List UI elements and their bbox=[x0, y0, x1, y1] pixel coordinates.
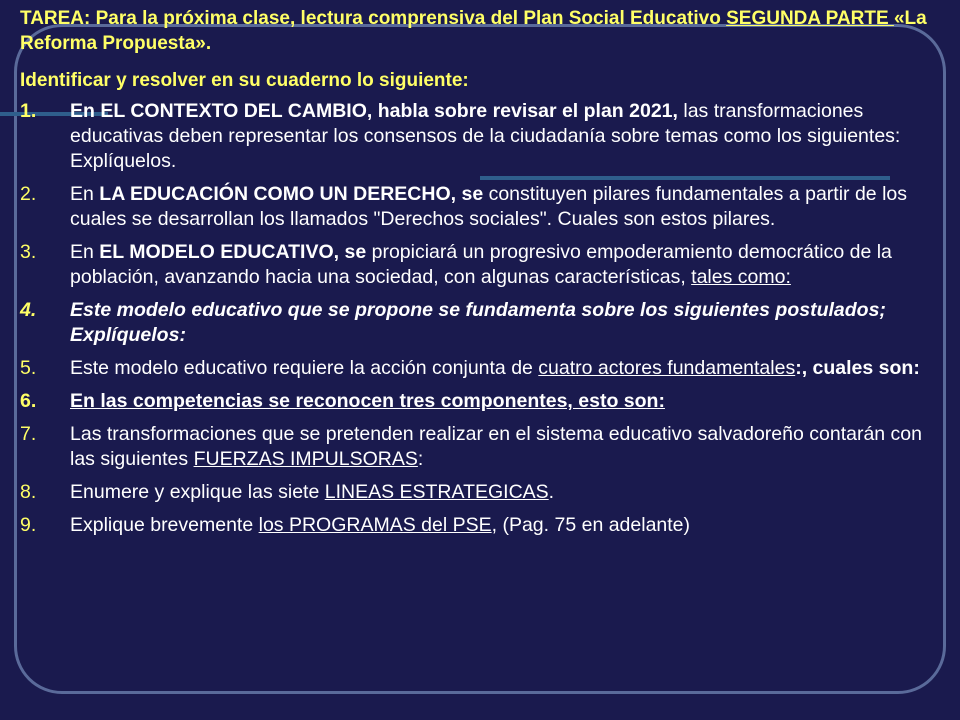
item-text: En bbox=[70, 241, 100, 263]
list-item-9 bbox=[20, 513, 946, 538]
question-list bbox=[20, 99, 946, 538]
list-item-8 bbox=[20, 480, 946, 505]
item-text: las transformaciones educativas deben representar los consensos de la ciudadanía sobre temas como los siguientes: Explíquelos. bbox=[70, 100, 901, 172]
item-text: En bbox=[70, 183, 100, 205]
slide-content bbox=[20, 6, 946, 546]
list-item-2 bbox=[20, 182, 946, 232]
item-text-bold: :, cuales son: bbox=[795, 357, 920, 379]
item-number: 7. bbox=[20, 423, 37, 445]
item-text-underlined: tales como: bbox=[691, 266, 791, 288]
item-number: 9. bbox=[20, 514, 37, 536]
item-text: Enumere y explique las siete bbox=[70, 481, 325, 503]
instructions-lead: Identificar y resolver en su cuaderno lo siguiente: bbox=[20, 70, 469, 91]
item-text: Las transformaciones que se pretenden realizar en el sistema educativo salvadoreño contarán con las siguientes bbox=[70, 423, 923, 470]
list-item-6 bbox=[20, 389, 946, 414]
item-text-bold: En EL CONTEXTO DEL CAMBIO, habla sobre revisar el plan 2021, bbox=[70, 100, 684, 122]
item-number: 2. bbox=[20, 183, 37, 205]
item-text-bold-italic: Este modelo educativo que se propone se fundamenta sobre los siguientes postulados; Explíquelos: bbox=[70, 299, 886, 346]
item-text-underlined: FUERZAS IMPULSORAS bbox=[193, 448, 418, 470]
list-item-1 bbox=[20, 99, 946, 174]
item-text-underlined: cuatro actores fundamentales bbox=[538, 357, 796, 379]
item-text-bold: EL MODELO EDUCATIVO, se bbox=[99, 241, 367, 263]
title-part-1: TAREA: Para la próxima clase, lectura comprensiva del Plan Social Educativo bbox=[20, 8, 727, 29]
title-part-3: «La Reforma Propuesta». bbox=[20, 8, 927, 54]
item-text: propiciará un progresivo empoderamiento democrático de la población, avanzando hacia una sociedad, con algunas características, bbox=[70, 241, 892, 288]
item-number: 4. bbox=[20, 299, 37, 321]
title-part-2: SEGUNDA PARTE bbox=[726, 8, 894, 29]
item-text: constituyen pilares fundamentales a partir de los cuales se desarrollan los llamados "Derechos sociales". Cuales son estos pilares. bbox=[70, 183, 907, 230]
item-text-bold-underlined: En las competencias se reconocen tres componentes, esto son: bbox=[70, 390, 665, 412]
item-text: Explique brevemente bbox=[70, 514, 259, 536]
item-text: : bbox=[417, 448, 424, 470]
item-text-bold: LA EDUCACIÓN COMO UN DERECHO, se bbox=[99, 183, 484, 205]
item-number: 3. bbox=[20, 241, 37, 263]
item-text: , (Pag. 75 en adelante) bbox=[491, 514, 691, 536]
item-number: 8. bbox=[20, 481, 37, 503]
list-item-5 bbox=[20, 356, 946, 381]
item-number: 5. bbox=[20, 357, 37, 379]
item-text-underlined: LINEAS ESTRATEGICAS bbox=[324, 481, 549, 503]
item-number: 6. bbox=[20, 390, 37, 412]
list-item-3 bbox=[20, 240, 946, 290]
item-text: . bbox=[548, 481, 555, 503]
item-number: 1. bbox=[20, 100, 37, 122]
item-text-underlined: los PROGRAMAS del PSE bbox=[258, 514, 492, 536]
item-text: Este modelo educativo requiere la acción conjunta de bbox=[70, 357, 539, 379]
assignment-title bbox=[20, 6, 946, 56]
list-item-7 bbox=[20, 422, 946, 472]
list-item-4 bbox=[20, 298, 946, 348]
